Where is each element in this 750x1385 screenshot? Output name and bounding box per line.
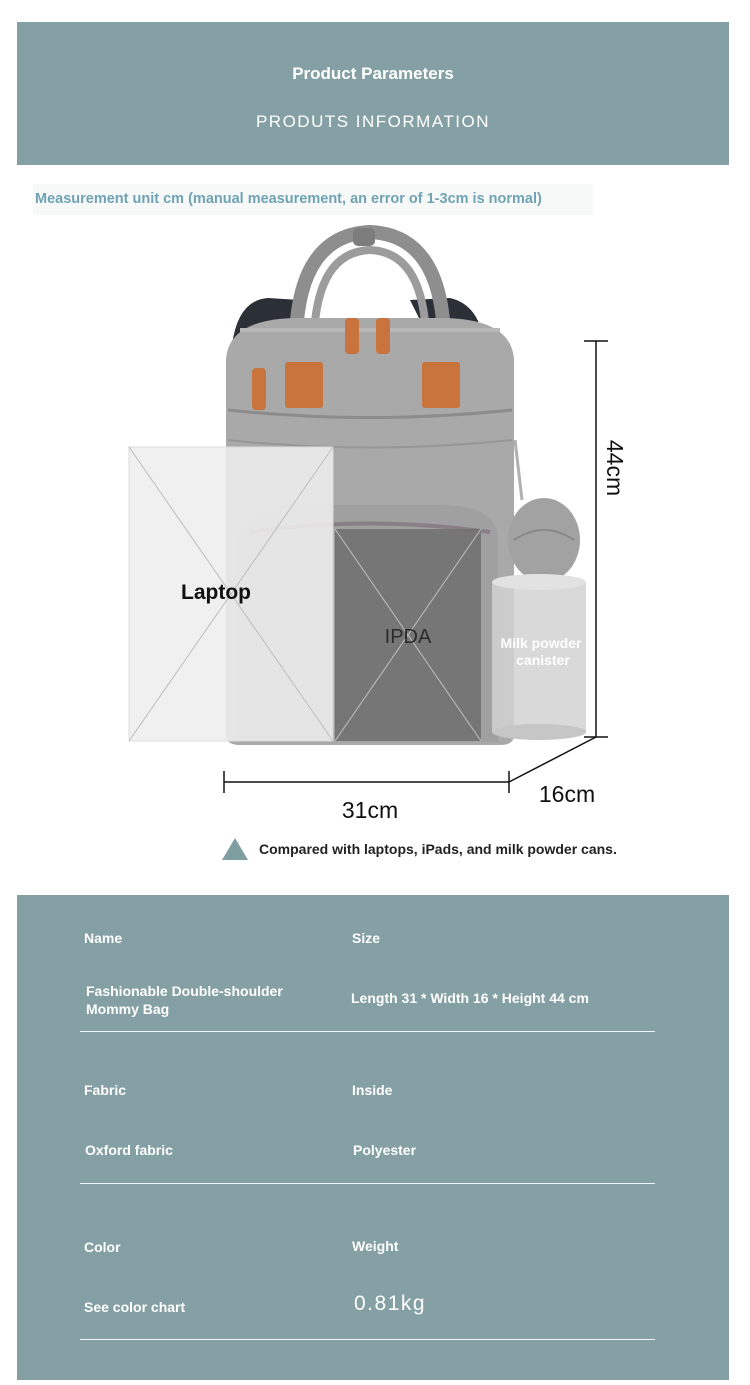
size-label: Size [352, 930, 381, 946]
weight-value: 0.81kg [354, 1292, 427, 1315]
measurement-note: Measurement unit cm (manual measurement, an error of 1-3cm is normal) [33, 184, 593, 215]
size-comparison-illustration [0, 215, 750, 855]
fabric-label: Fabric [84, 1082, 127, 1098]
ipad-label: IPDA [384, 626, 432, 648]
depth-dimension-line [509, 737, 596, 782]
depth-label: 16cm [538, 781, 596, 807]
triangle-icon [222, 838, 248, 860]
parameters-header [17, 22, 729, 165]
fabric-value: Oxford fabric [85, 1142, 173, 1158]
header-subtitle: PRODUTS INFORMATION [255, 112, 491, 131]
row-divider [80, 1339, 655, 1340]
inside-label: Inside [352, 1082, 393, 1098]
inside-value: Polyester [353, 1142, 417, 1158]
width-label: 31cm [341, 797, 399, 823]
width-dimension-line [224, 771, 509, 793]
color-value: See color chart [84, 1299, 186, 1315]
comparison-caption [222, 835, 617, 863]
height-dimension-line [584, 341, 608, 737]
name-value [86, 982, 283, 1018]
name-value-line2: Mommy Bag [86, 1001, 170, 1017]
color-label: Color [84, 1239, 121, 1255]
caption-text: Compared with laptops, iPads, and milk powder cans. [259, 841, 617, 857]
height-label: 44cm [602, 439, 628, 497]
weight-label: Weight [352, 1238, 399, 1254]
name-value-line1: Fashionable Double-shoulder [86, 983, 283, 999]
row-divider [80, 1183, 655, 1184]
size-value: Length 31 * Width 16 * Height 44 cm [351, 990, 589, 1006]
milk-label-line2: canister [516, 652, 570, 668]
spec-panel [17, 895, 729, 1380]
header-title: Product Parameters [292, 64, 454, 83]
name-label: Name [84, 930, 123, 946]
laptop-label: Laptop [181, 581, 251, 604]
row-divider [80, 1031, 655, 1032]
milk-label-line1: Milk powder [500, 635, 582, 651]
